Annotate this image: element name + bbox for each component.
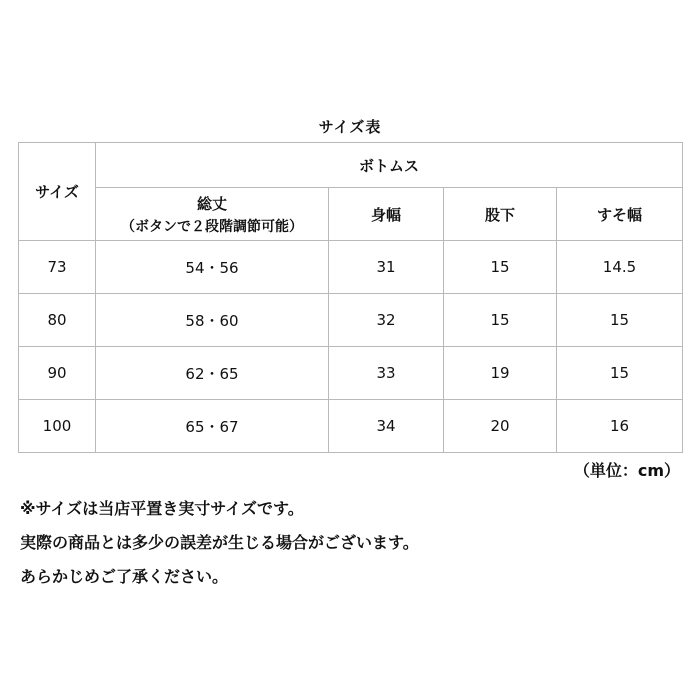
table-cell: 32 — [329, 294, 444, 347]
table-cell: 15 — [557, 347, 683, 400]
page-title: サイズ表 — [318, 118, 382, 136]
table-cell: 19 — [444, 347, 557, 400]
table-cell: 20 — [444, 400, 557, 453]
column-header-body-width — [329, 188, 444, 241]
table-cell: 15 — [557, 294, 683, 347]
note-line: あらかじめご了承ください。 — [20, 567, 229, 586]
note-line: 実際の商品とは多少の誤差が生じる場合がございます。 — [20, 533, 419, 552]
column-header-label: 股下 — [484, 205, 515, 224]
table-group-header-row — [19, 143, 683, 188]
table-cell: 15 — [444, 294, 557, 347]
column-header-label: 総丈 — [196, 194, 227, 213]
table-cell: 58・60 — [96, 294, 329, 347]
table-row — [19, 347, 683, 400]
table-column-header-row — [19, 188, 683, 241]
note-line: ※サイズは当店平置き実寸サイズです。 — [20, 499, 304, 518]
table-cell: 15 — [444, 241, 557, 294]
column-header-label: 身幅 — [370, 205, 401, 224]
table-cell: 54・56 — [96, 241, 329, 294]
table-cell: 16 — [557, 400, 683, 453]
column-header-inseam — [444, 188, 557, 241]
size-cell: 100 — [19, 400, 96, 453]
table-row — [19, 241, 683, 294]
table-row — [19, 400, 683, 453]
table-row — [19, 294, 683, 347]
size-cell: 90 — [19, 347, 96, 400]
table-cell: 62・65 — [96, 347, 329, 400]
column-header-hem-width — [557, 188, 683, 241]
table-cell: 14.5 — [557, 241, 683, 294]
column-header-note: （ボタンで２段階調節可能） — [121, 218, 303, 235]
column-header-label: すそ幅 — [597, 205, 643, 224]
group-header-bottoms: ボトムス — [96, 143, 683, 188]
size-header: サイズ — [19, 143, 96, 241]
notes — [20, 492, 680, 594]
size-cell: 73 — [19, 241, 96, 294]
size-cell: 80 — [19, 294, 96, 347]
table-cell: 33 — [329, 347, 444, 400]
column-header-total-length — [96, 188, 329, 241]
table-cell: 34 — [329, 400, 444, 453]
table-cell: 65・67 — [96, 400, 329, 453]
table-cell: 31 — [329, 241, 444, 294]
unit-label: （単位：cm） — [573, 461, 680, 480]
size-table — [18, 142, 683, 453]
